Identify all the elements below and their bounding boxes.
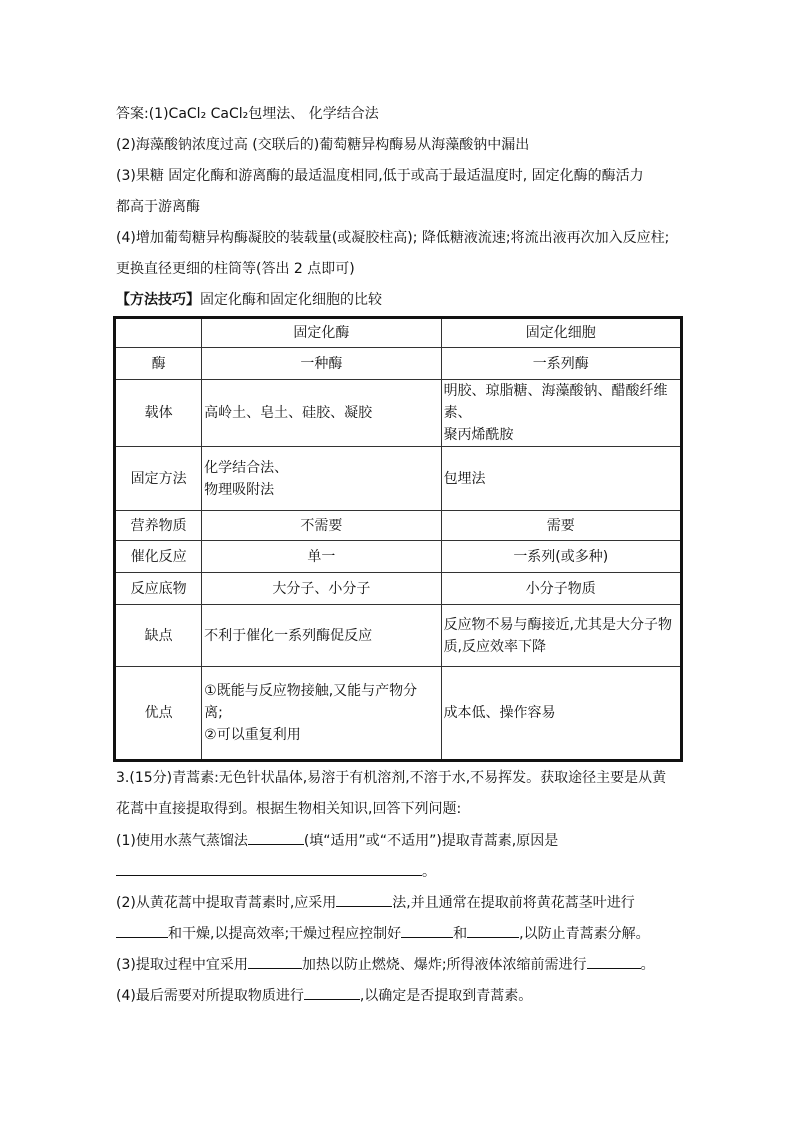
q3-intro-line-1: 3.(15分)青蒿素:无色针状晶体,易溶于有机溶剂,不溶于水,不易挥发。获取途径主要是从黄 bbox=[116, 770, 667, 786]
cell-line: 化学结合法、 bbox=[204, 459, 289, 476]
header-cell-cell: 固定化细胞 bbox=[441, 318, 681, 348]
table-header-row bbox=[115, 318, 682, 348]
q3-part-2 bbox=[116, 892, 635, 913]
q3-p4-text-a: (4)最后需要对所提取物质进行 bbox=[116, 988, 304, 1004]
cell-line: 成本低、操作容易 bbox=[443, 705, 556, 721]
answer-line-1: 答案:(1)CaCl₂ CaCl₂包埋法、 化学结合法 bbox=[116, 106, 379, 122]
q3-p3-text-b: 加热以防止燃烧、爆炸;所得液体浓缩前需进行 bbox=[301, 957, 587, 973]
cell-immobilized-cell bbox=[441, 511, 681, 541]
q3-part-1 bbox=[116, 830, 558, 851]
cell-line: ②可以重复利用 bbox=[204, 727, 301, 743]
q3-part-4 bbox=[116, 985, 532, 1006]
cell-immobilized-cell bbox=[441, 348, 681, 380]
table-row bbox=[115, 380, 682, 447]
cell-line: 高岭土、皂土、硅胶、凝胶 bbox=[204, 405, 373, 421]
cell-immobilized-cell bbox=[441, 573, 681, 605]
header-cell-enzyme: 固定化酶 bbox=[202, 318, 441, 348]
answer-blank[interactable] bbox=[336, 892, 392, 907]
cell-immobilized-enzyme bbox=[202, 605, 441, 667]
comparison-table bbox=[113, 316, 683, 762]
cell-line: 包埋法 bbox=[443, 470, 486, 487]
table-row bbox=[115, 348, 682, 380]
answer-blank[interactable] bbox=[587, 954, 641, 969]
cell-line: 小分子物质 bbox=[525, 580, 596, 597]
cell-line: 离; bbox=[204, 705, 223, 721]
row-label: 酶 bbox=[115, 348, 202, 380]
table-row bbox=[115, 605, 682, 667]
answer-blank[interactable] bbox=[248, 954, 302, 969]
row-label: 反应底物 bbox=[115, 573, 202, 605]
cell-immobilized-cell bbox=[441, 380, 681, 447]
q3-part-3 bbox=[116, 954, 655, 975]
method-heading bbox=[116, 290, 382, 310]
row-label: 载体 bbox=[115, 380, 202, 447]
cell-immobilized-cell bbox=[441, 447, 681, 511]
cell-immobilized-enzyme bbox=[202, 511, 441, 541]
answer-blank[interactable] bbox=[248, 830, 304, 845]
cell-immobilized-enzyme bbox=[202, 573, 441, 605]
q3-p1-text-a: (1)使用水蒸气蒸馏法 bbox=[116, 833, 248, 849]
answer-line-6: 更换直径更细的柱筒等(答出 2 点即可) bbox=[116, 261, 355, 277]
answer-line-4: 都高于游离酶 bbox=[116, 199, 200, 215]
header-cell-empty bbox=[115, 318, 202, 348]
cell-line: 质,反应效率下降 bbox=[443, 638, 547, 655]
table-row bbox=[115, 511, 682, 541]
cell-immobilized-enzyme bbox=[202, 447, 441, 511]
cell-line: 反应物不易与酶接近,尤其是大分子物 bbox=[443, 616, 673, 633]
answer-blank[interactable] bbox=[467, 923, 519, 938]
cell-immobilized-cell bbox=[441, 605, 681, 667]
table-row bbox=[115, 573, 682, 605]
answer-blank[interactable] bbox=[304, 985, 360, 1000]
cell-line: 不需要 bbox=[300, 517, 343, 534]
cell-line: 需要 bbox=[546, 517, 575, 534]
cell-line: 一系列(或多种) bbox=[513, 548, 609, 565]
q3-p2-text-c: 和干燥,以提高效率;干燥过程应控制好 bbox=[168, 926, 402, 942]
cell-immobilized-cell bbox=[441, 667, 681, 761]
cell-line: 大分子、小分子 bbox=[272, 580, 371, 597]
cell-line: 单一 bbox=[307, 548, 336, 565]
q3-part-2-cont bbox=[116, 923, 650, 944]
answer-blank[interactable] bbox=[116, 861, 422, 876]
q3-part-1-cont bbox=[116, 861, 436, 882]
cell-line: 明胶、琼脂糖、海藻酸钠、醋酸纤维素、 bbox=[443, 383, 668, 421]
answer-line-3: (3)果糖 固定化酶和游离酶的最适温度相同,低于或高于最适温度时, 固定化酶的酶活力 bbox=[116, 168, 644, 184]
q3-p1-text-b: (填“适用”或“不适用”)提取青蒿素,原因是 bbox=[303, 833, 559, 849]
table-row bbox=[115, 667, 682, 761]
cell-line: 一种酶 bbox=[300, 355, 343, 372]
q3-p2-text-e: ,以防止青蒿素分解。 bbox=[519, 926, 650, 942]
row-label: 缺点 bbox=[115, 605, 202, 667]
answer-line-5: (4)增加葡萄糖异构酶凝胶的装载量(或凝胶柱高); 降低糖液流速;将流出液再次加入反应柱; bbox=[116, 230, 670, 246]
q3-p3-text-a: (3)提取过程中宜采用 bbox=[116, 957, 248, 973]
q3-p1-end: 。 bbox=[422, 864, 436, 880]
cell-line: 聚丙烯酰胺 bbox=[443, 427, 514, 443]
q3-p3-text-c: 。 bbox=[640, 957, 655, 973]
table-row bbox=[115, 541, 682, 573]
q3-p2-text-a: (2)从黄花蒿中提取青蒿素时,应采用 bbox=[116, 895, 337, 911]
answer-line-2: (2)海藻酸钠浓度过高 (交联后的)葡萄糖异构酶易从海藻酸钠中漏出 bbox=[116, 137, 530, 153]
cell-immobilized-enzyme bbox=[202, 667, 441, 761]
cell-immobilized-enzyme bbox=[202, 348, 441, 380]
cell-line: 一系列酶 bbox=[532, 355, 589, 372]
table-row bbox=[115, 447, 682, 511]
row-label: 营养物质 bbox=[115, 511, 202, 541]
q3-p2-text-b: 法,并且通常在提取前将黄花蒿茎叶进行 bbox=[392, 895, 635, 911]
answer-blank[interactable] bbox=[116, 923, 168, 938]
cell-immobilized-cell bbox=[441, 541, 681, 573]
cell-line: 物理吸附法 bbox=[204, 481, 275, 498]
answer-blank[interactable] bbox=[401, 923, 453, 938]
cell-immobilized-enzyme bbox=[202, 541, 441, 573]
q3-intro-line-2: 花蒿中直接提取得到。根据生物相关知识,回答下列问题: bbox=[116, 801, 462, 817]
row-label: 固定方法 bbox=[115, 447, 202, 511]
cell-line: ①既能与反应物接触,又能与产物分 bbox=[204, 683, 418, 699]
cell-immobilized-enzyme bbox=[202, 380, 441, 447]
row-label: 优点 bbox=[115, 667, 202, 761]
method-tag: 【方法技巧】 bbox=[116, 292, 200, 308]
q3-p4-text-b: ,以确定是否提取到青蒿素。 bbox=[359, 988, 533, 1004]
method-title: 固定化酶和固定化细胞的比较 bbox=[200, 292, 382, 308]
row-label: 催化反应 bbox=[115, 541, 202, 573]
q3-p2-text-d: 和 bbox=[453, 926, 468, 942]
cell-line: 不利于催化一系列酶促反应 bbox=[204, 627, 373, 644]
